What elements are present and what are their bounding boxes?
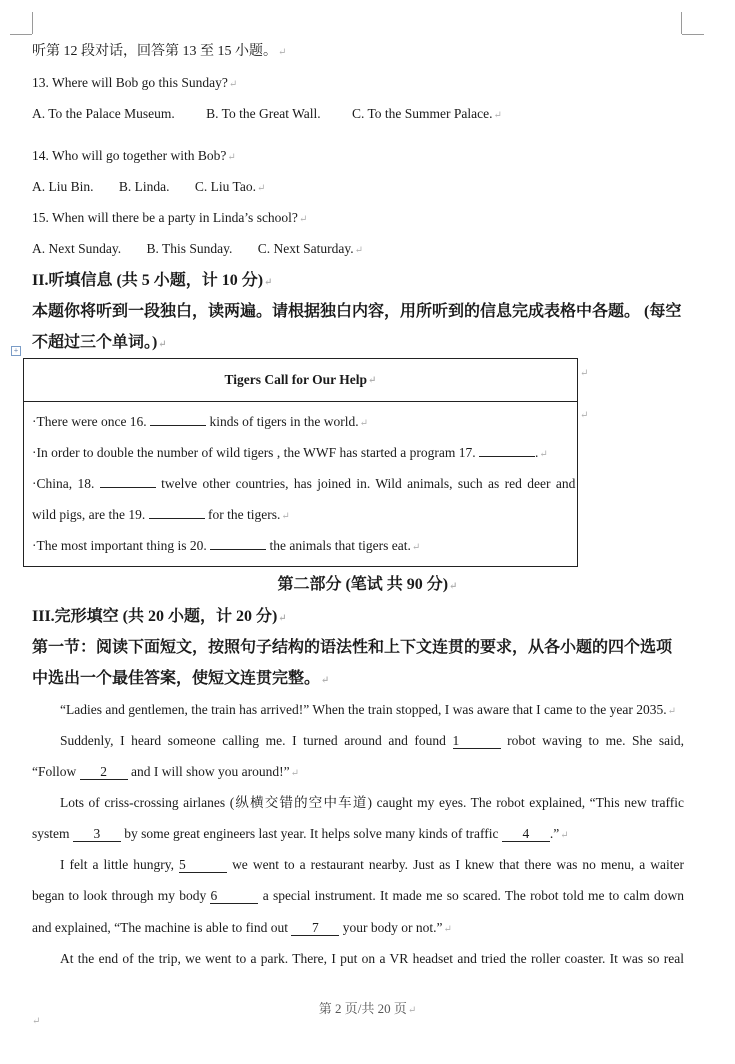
blank-5[interactable]: 5	[179, 858, 227, 873]
section-2-instruction-1: 本题你将听到一段独白，读两遍。请根据独白内容，用所听到的信息完成表格中各题。 (每空	[32, 303, 682, 320]
blank-7[interactable]: 7	[291, 921, 339, 936]
blank-6[interactable]: 6	[210, 889, 258, 904]
crop-mark-top-right-h	[682, 34, 704, 35]
part-2-heading: 第二部分 (笔试 共 90 分)↵	[277, 576, 458, 593]
option-a[interactable]: A. Next Sunday.	[32, 241, 122, 256]
question-13-options: A. To the Palace Museum. B. To the Great Wall. C. To the Summer Palace.↵	[32, 106, 502, 121]
passage-paragraph-3-line-1: Lots of criss-crossing airlanes (纵横交错的空中车道) caught my eyes. The robot explained, “This new traffic	[60, 795, 684, 810]
section-3-heading: III.完形填空 (共 20 小题，计 20 分)↵	[32, 608, 287, 625]
page-footer: 第 2 页/共 20 页↵	[318, 1001, 417, 1016]
crop-mark-top-left-h	[10, 34, 32, 35]
option-c[interactable]: C. To the Summer Palace.	[351, 106, 493, 121]
passage-paragraph-5-line-1: At the end of the trip, we went to a park. There, I put on a VR headset and tried the roller coaster. It was so real	[60, 951, 684, 966]
question-14-options: A. Liu Bin. B. Linda. C. Liu Tao.↵	[32, 179, 266, 194]
question-15: 15. When will there be a party in Linda’s school?↵	[32, 210, 308, 225]
blank-19[interactable]	[149, 506, 205, 519]
blank-3[interactable]: 3	[73, 827, 121, 842]
row-end-mark: ↵	[580, 410, 589, 421]
option-a[interactable]: A. To the Palace Museum.	[32, 106, 175, 121]
option-c[interactable]: C. Next Saturday.	[257, 241, 354, 256]
section-3-instruction-1: 第一节：阅读下面短文，按照句子结构的语法性和上下文连贯的要求，从各小题的四个选项	[32, 639, 673, 656]
section-2-heading: II.听填信息 (共 5 小题，计 10 分)↵	[32, 272, 273, 289]
blank-1[interactable]: 1	[453, 734, 501, 749]
tigers-table	[23, 358, 578, 567]
question-14: 14. Who will go together with Bob?↵	[32, 148, 236, 163]
table-line-20: ·The most important thing is 20. the animals that tigers eat.↵	[32, 538, 421, 553]
listening-instruction: 听第 12 段对话，回答第 13 至 15 小题。↵	[32, 44, 287, 59]
blank-4[interactable]: 4	[502, 827, 550, 842]
option-a[interactable]: A. Liu Bin.	[32, 179, 94, 194]
table-line-16: ·There were once 16. kinds of tigers in the world.↵	[32, 414, 369, 429]
option-c[interactable]: C. Liu Tao.	[194, 179, 256, 194]
section-2-instruction-2: 不超过三个单词。)↵	[32, 334, 167, 351]
table-title: Tigers Call for Our Help ↵	[24, 359, 577, 402]
option-b[interactable]: B. This Sunday.	[146, 241, 233, 256]
table-move-handle-icon[interactable]: +	[11, 346, 21, 356]
table-line-19: wild pigs, are the 19. for the tigers.↵	[32, 507, 290, 522]
table-line-18: ·China, 18. twelve other countries, has joined in. Wild animals, such as red deer and	[32, 476, 576, 491]
blank-17[interactable]	[479, 444, 535, 457]
section-3-instruction-2: 中选出一个最佳答案，使短文连贯完整。↵	[32, 670, 330, 687]
blank-2[interactable]: 2	[80, 765, 128, 780]
row-end-mark: ↵	[580, 368, 589, 379]
passage-paragraph-3-line-2: system 3 by some great engineers last year. It helps solve many kinds of traffic 4 .”↵	[32, 826, 569, 841]
question-15-options: A. Next Sunday. B. This Sunday. C. Next Saturday.↵	[32, 241, 364, 256]
passage-paragraph-1: “Ladies and gentlemen, the train has arrived!” When the train stopped, I was aware that I came to the year 2035.↵	[60, 702, 677, 717]
option-b[interactable]: B. Linda.	[118, 179, 170, 194]
passage-paragraph-4-line-3: and explained, “The machine is able to find out 7 your body or not.”↵	[32, 920, 452, 935]
blank-20[interactable]	[210, 537, 266, 550]
passage-paragraph-4-line-2: began to look through my body 6 a special instrument. It made me so scared. The robot told me to calm down	[32, 888, 685, 903]
passage-paragraph-4-line-1: I felt a little hungry, 5 we went to a restaurant nearby. Just as I knew that there was no menu, a waiter	[60, 857, 685, 872]
blank-18[interactable]	[100, 475, 156, 488]
blank-16[interactable]	[150, 413, 206, 426]
paragraph-mark: ↵	[32, 1016, 41, 1027]
passage-paragraph-2-line-1: Suddenly, I heard someone calling me. I turned around and found 1 robot waving to me. She said,	[60, 733, 685, 748]
crop-mark-top-right	[681, 12, 682, 34]
question-13: 13. Where will Bob go this Sunday?↵	[32, 75, 238, 90]
crop-mark-top-left	[32, 12, 33, 34]
passage-paragraph-2-line-2: “Follow 2 and I will show you around!”↵	[32, 764, 299, 779]
option-b[interactable]: B. To the Great Wall.	[206, 106, 321, 121]
table-line-17: ·In order to double the number of wild tigers , the WWF has started a program 17. .↵	[32, 445, 548, 460]
